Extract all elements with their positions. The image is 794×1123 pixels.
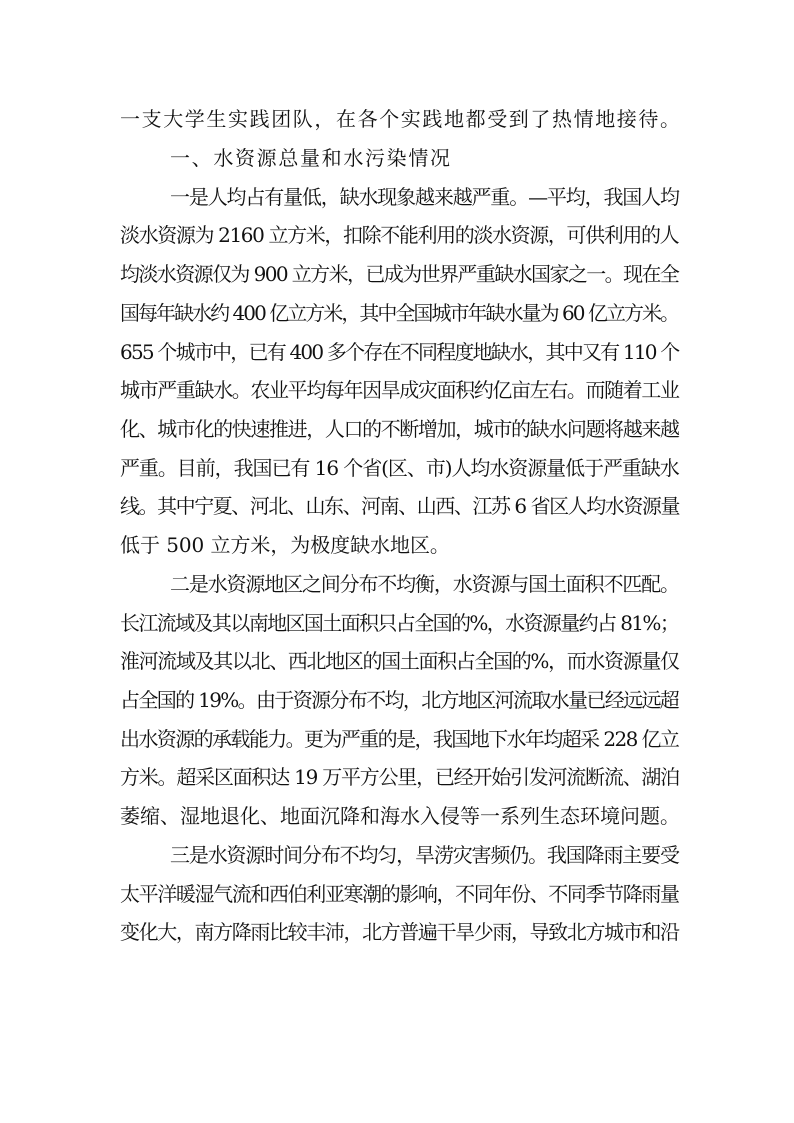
paragraph-line: 二是水资源地区之间分布不均衡，水资源与国土面积不匹配。	[170, 572, 679, 596]
paragraph-line: 线。其中宁夏、河北、山东、河南、山西、江苏 6 省区人均水资源量	[120, 494, 679, 518]
paragraph-line: 国每年缺水约 400 亿立方米，其中全国城市年缺水量为 60 亿立方米。	[120, 301, 679, 325]
paragraph-line: 长江流域及其以南地区国土面积只占全国的%，水资源量约占 81%；	[120, 611, 679, 635]
section-heading: 一、水资源总量和水污染情况	[170, 146, 452, 170]
paragraph-line: 严重。目前，我国已有 16 个省(区、市)人均水资源量低于严重缺水	[120, 456, 679, 480]
paragraph-line: 淡水资源为 2160 立方米，扣除不能利用的淡水资源，可供利用的人	[120, 223, 679, 247]
paragraph-line: 655 个城市中，已有 400 多个存在不同程度地缺水，其中又有 110 个	[120, 340, 679, 364]
paragraph-line: 均淡水资源仅为 900 立方米，已成为世界严重缺水国家之一。现在全	[120, 262, 679, 286]
paragraph-line: 方米。超采区面积达 19 万平方公里，已经开始引发河流断流、湖泊	[120, 765, 679, 789]
paragraph-line: 一是人均占有量低，缺水现象越来越严重。—平均，我国人均	[170, 185, 679, 209]
paragraph-line: 占全国的 19%。由于资源分布不均，北方地区河流取水量已经远远超	[120, 688, 679, 712]
paragraph-line: 城市严重缺水。农业平均每年因旱成灾面积约亿亩左右。而随着工业	[120, 378, 679, 402]
paragraph-line: 变化大，南方降雨比较丰沛，北方普遍干旱少雨，导致北方城市和沿	[120, 920, 679, 944]
paragraph-line: 一支大学生实践团队，在各个实践地都受到了热情地接待。	[120, 107, 682, 131]
paragraph-line: 太平洋暖湿气流和西伯利亚寒潮的影响，不同年份、不同季节降雨量	[120, 882, 679, 906]
paragraph-line: 三是水资源时间分布不均匀，旱涝灾害频仍。我国降雨主要受	[170, 843, 679, 867]
paragraph-line: 低于 500 立方米，为极度缺水地区。	[120, 533, 450, 557]
paragraph-line: 化、城市化的快速推进，人口的不断增加，城市的缺水问题将越来越	[120, 417, 679, 441]
paragraph-line: 淮河流域及其以北、西北地区的国土面积占全国的%，而水资源量仅	[120, 649, 679, 673]
paragraph-line: 出水资源的承载能力。更为严重的是，我国地下水年均超采 228 亿立	[120, 727, 679, 751]
paragraph-line: 萎缩、湿地退化、地面沉降和海水入侵等一系列生态环境问题。	[120, 804, 680, 828]
